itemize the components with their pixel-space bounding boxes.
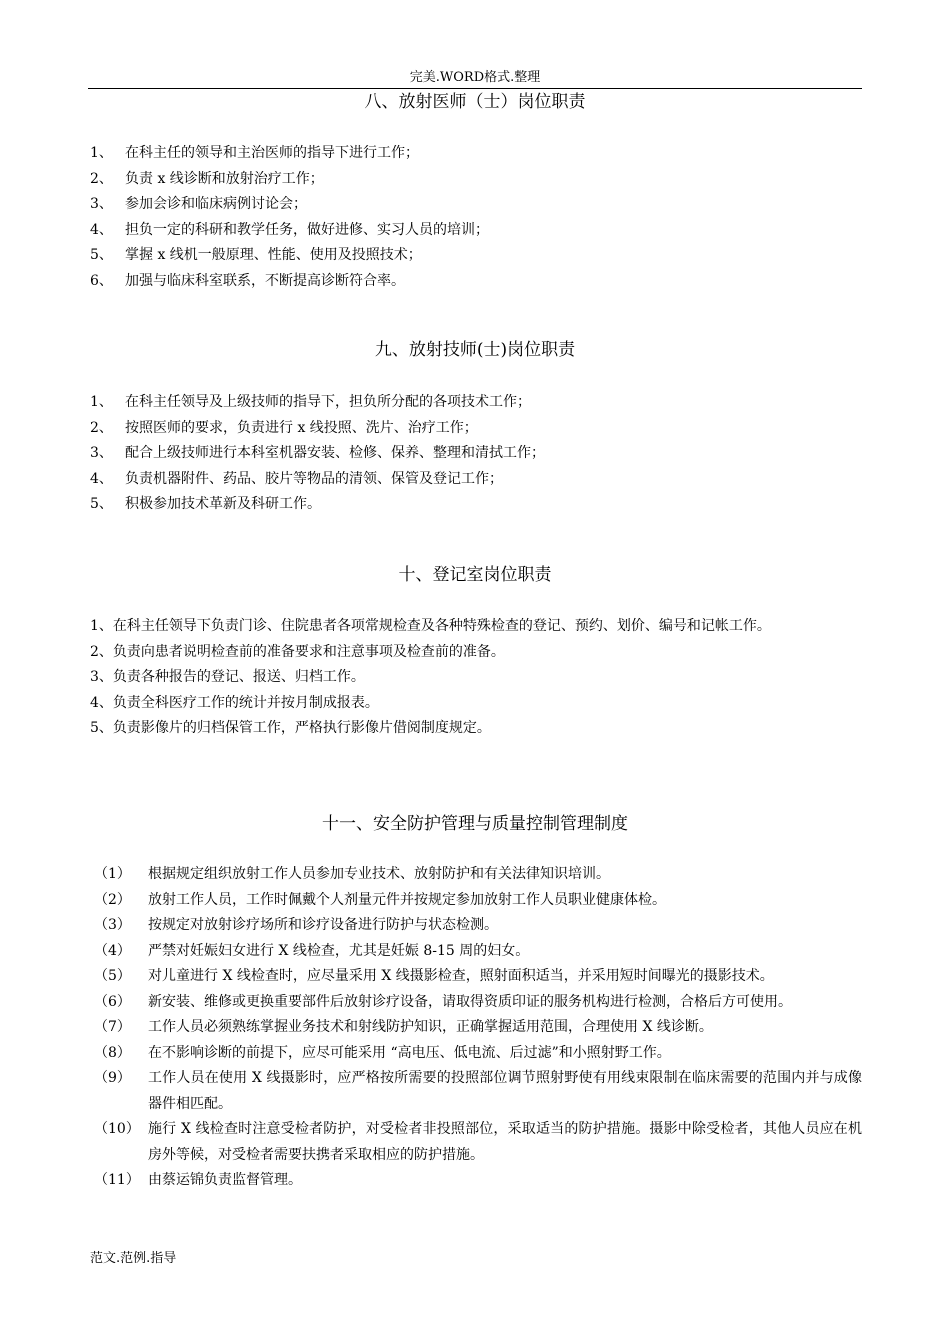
- item-text: 施行 X 线检查时注意受检者防护，对受检者非投照部位，采取适当的防护措施。摄影中除受检者，其他人员应在机房外等候，对受检者需要扶携者采取相应的防护措施。: [148, 1121, 862, 1163]
- item-number: （7）: [94, 1019, 131, 1035]
- item-text: 参加会诊和临床病例讨论会；: [125, 196, 307, 212]
- item-text: 加强与临床科室联系，不断提高诊断符合率。: [125, 272, 405, 289]
- item-text: 对儿童进行 X 线检查时，应尽量采用 X 线摄影检查，照射面积适当，并采用短时间曝光的摄影技术。: [148, 968, 774, 984]
- list-item: [90, 441, 862, 467]
- list-item: [90, 390, 862, 416]
- item-number: （6）: [94, 993, 131, 1010]
- list-item: [90, 141, 862, 167]
- item-number: （11）: [94, 1172, 140, 1188]
- item-text: 积极参加技术革新及科研工作。: [125, 496, 321, 512]
- list-item: [94, 1117, 862, 1168]
- item-text: 工作人员必须熟练掌握业务技术和射线防护知识，正确掌握适用范围，合理使用 X 线诊断。: [148, 1019, 713, 1035]
- page-header: 完美.WORD格式.整理: [409, 70, 541, 85]
- item-number: （1）: [94, 866, 131, 882]
- section-8-list: [90, 141, 862, 294]
- item-text: 工作人员在使用 X 线摄影时，应严格按所需要的投照部位调节照射野使有用线束限制在临床需要的范围内并与成像器件相匹配。: [148, 1070, 862, 1112]
- item-text: 配合上级技师进行本科室机器安装、检修、保养、整理和清拭工作；: [125, 445, 545, 461]
- item-text: 负责机器附件、药品、胶片等物品的清领、保管及登记工作；: [125, 470, 503, 487]
- header-divider: [88, 88, 862, 89]
- item-number: （4）: [94, 942, 131, 959]
- list-item: [90, 467, 862, 493]
- list-item: [94, 990, 862, 1016]
- item-number: 5、: [90, 247, 113, 263]
- list-item: [94, 1168, 862, 1194]
- list-item: 2、负责向患者说明检查前的准备要求和注意事项及检查前的准备。: [90, 643, 505, 660]
- item-number: （5）: [94, 968, 131, 984]
- item-text: 负责 x 线诊断和放射治疗工作；: [125, 170, 324, 187]
- item-text: 新安装、维修或更换重要部件后放射诊疗设备，请取得资质印证的服务机构进行检测，合格后方可使用。: [148, 993, 792, 1010]
- list-item: 4、负责全科医疗工作的统计并按月制成报表。: [90, 694, 379, 711]
- item-number: 6、: [90, 272, 113, 289]
- item-text: 根据规定组织放射工作人员参加专业技术、放射防护和有关法律知识培训。: [148, 866, 610, 882]
- item-number: 5、: [90, 496, 113, 512]
- section-9-title: 九、放射技师(士)岗位职责: [374, 340, 576, 360]
- list-item: [94, 888, 862, 914]
- list-item: [90, 167, 862, 193]
- item-number: （2）: [94, 891, 131, 908]
- section-8-title: 八、放射医师（士）岗位职责: [364, 92, 586, 112]
- item-number: 2、: [90, 170, 113, 187]
- list-item: [90, 269, 862, 295]
- item-number: 1、: [90, 394, 113, 410]
- item-text: 在科主任领导及上级技师的指导下，担负所分配的各项技术工作；: [125, 394, 531, 410]
- list-item: [90, 243, 862, 269]
- list-item: [94, 939, 862, 965]
- list-item: [94, 862, 862, 888]
- item-text: 掌握 x 线机一般原理、性能、使用及投照技术；: [125, 247, 422, 263]
- section-10-title: 十、登记室岗位职责: [398, 565, 552, 585]
- list-item: [90, 416, 862, 442]
- section-9-list: [90, 390, 862, 518]
- item-text: 严禁对妊娠妇女进行 X 线检查，尤其是妊娠 8-15 周的妇女。: [148, 942, 530, 959]
- item-text: 在科主任的领导和主治医师的指导下进行工作；: [125, 145, 419, 161]
- item-number: 2、: [90, 419, 113, 436]
- item-text: 在不影响诊断的前提下，应尽可能采用 “高电压、低电流、后过滤”和小照射野工作。: [148, 1044, 671, 1061]
- item-number: （10）: [94, 1121, 140, 1137]
- list-item: [94, 1066, 862, 1117]
- item-text: 放射工作人员，工作时佩戴个人剂量元件并按规定参加放射工作人员职业健康体检。: [148, 891, 666, 908]
- list-item: [94, 1015, 862, 1041]
- list-item: 3、负责各种报告的登记、报送、归档工作。: [90, 669, 365, 685]
- item-text: 由蔡运锦负责监督管理。: [148, 1172, 302, 1188]
- section-11-list: [94, 862, 862, 1194]
- page-footer: 范文.范例.指导: [90, 1251, 177, 1266]
- item-number: 4、: [90, 470, 113, 487]
- item-text: 担负一定的科研和教学任务，做好进修、实习人员的培训；: [125, 221, 489, 238]
- list-item: [90, 492, 862, 518]
- list-item: 1、在科主任领导下负责门诊、住院患者各项常规检查及各种特殊检查的登记、预约、划价、编号和记帐工作。: [90, 618, 771, 634]
- list-item: [90, 218, 862, 244]
- item-number: 1、: [90, 145, 113, 161]
- item-text: 按照医师的要求，负责进行 x 线投照、洗片、治疗工作；: [125, 419, 478, 436]
- list-item: [94, 913, 862, 939]
- section-10-list: [90, 614, 862, 742]
- list-item: [94, 1041, 862, 1067]
- item-number: 4、: [90, 221, 113, 238]
- item-number: （9）: [94, 1070, 131, 1086]
- item-number: 3、: [90, 196, 113, 212]
- item-text: 按规定对放射诊疗场所和诊疗设备进行防护与状态检测。: [148, 917, 498, 933]
- list-item: [90, 192, 862, 218]
- item-number: （8）: [94, 1044, 131, 1061]
- item-number: （3）: [94, 917, 131, 933]
- list-item: 5、负责影像片的归档保管工作，严格执行影像片借阅制度规定。: [90, 720, 491, 736]
- list-item: [94, 964, 862, 990]
- section-11-title: 十一、安全防护管理与质量控制管理制度: [322, 814, 628, 834]
- item-number: 3、: [90, 445, 113, 461]
